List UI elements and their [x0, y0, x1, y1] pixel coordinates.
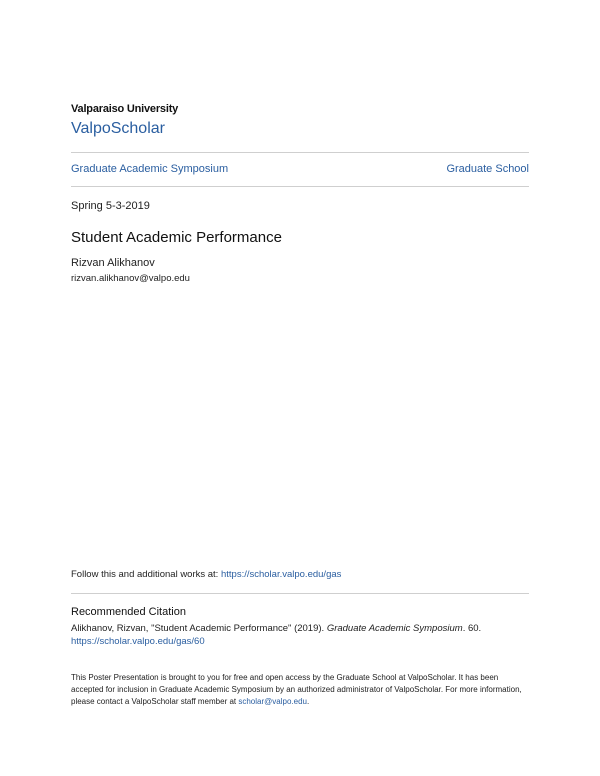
department-link[interactable]: Graduate School [446, 163, 529, 175]
publication-date: Spring 5-3-2019 [71, 200, 150, 212]
author-name: Rizvan Alikhanov [71, 257, 155, 269]
access-text: This Poster Presentation is brought to you for free and open access by the Graduate School at ValpoScholar. It has been accepted for inclusion in Graduate Academic Symposium by an authorized administrator of ValpoScholar. For more information, please contact a ValpoScholar staff member at [71, 673, 522, 706]
paper-title: Student Academic Performance [71, 229, 282, 246]
author-email: rizvan.alikhanov@valpo.edu [71, 273, 190, 284]
citation-text [71, 622, 531, 648]
collection-link[interactable]: https://scholar.valpo.edu/gas [220, 569, 342, 580]
access-end: . [306, 697, 310, 706]
citation-link[interactable]: https://scholar.valpo.edu/gas/60 [71, 636, 205, 647]
citation-prefix: Alikhanov, Rizvan, "Student Academic Performance" (2019). [71, 623, 327, 634]
divider [71, 186, 529, 187]
access-statement [71, 672, 531, 708]
citation-journal: Graduate Academic Symposium [326, 623, 463, 634]
repository-link[interactable]: ValpoScholar [71, 120, 165, 137]
divider [71, 152, 529, 153]
contact-email-link[interactable]: scholar@valpo.edu [238, 697, 307, 706]
series-link[interactable]: Graduate Academic Symposium [71, 163, 229, 175]
institution-name: Valparaiso University [71, 103, 179, 115]
follow-line [71, 569, 341, 580]
citation-heading: Recommended Citation [71, 606, 186, 618]
citation-suffix: . 60. [462, 623, 482, 634]
divider [71, 593, 529, 594]
follow-text: Follow this and additional works at: [71, 569, 221, 580]
